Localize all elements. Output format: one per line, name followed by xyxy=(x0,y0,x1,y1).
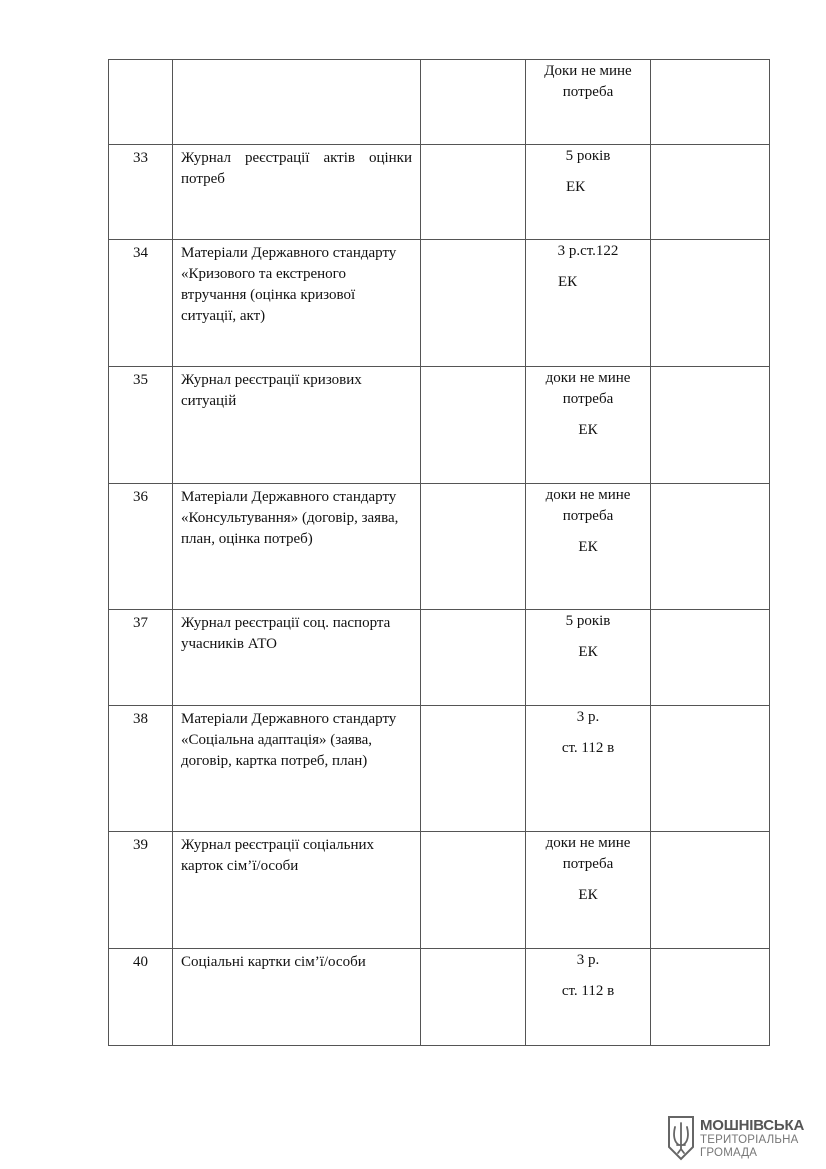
row-number: 37 xyxy=(109,610,173,706)
row-term xyxy=(526,832,651,949)
row-title: Журнал реєстрації кризових ситуацій xyxy=(173,367,421,484)
term-line: доки не мине xyxy=(545,487,631,503)
term-line: 3 р. xyxy=(576,709,600,725)
row-index xyxy=(421,367,526,484)
term-line: потреба xyxy=(562,508,614,524)
row-number: 39 xyxy=(109,832,173,949)
row-note xyxy=(651,484,770,610)
row-index xyxy=(421,832,526,949)
row-title: Матеріали Державного стандарту «Соціальна адаптація» (заява, договір, картка потреб, план) xyxy=(173,706,421,832)
row-note xyxy=(651,145,770,240)
table-row xyxy=(109,367,770,484)
nomenclature-table xyxy=(108,59,770,1046)
row-term xyxy=(526,240,651,367)
logo-title: МОШНІВСЬКА xyxy=(700,1117,805,1134)
row-index xyxy=(421,240,526,367)
row-note xyxy=(651,832,770,949)
term-mark: ЕК xyxy=(566,179,586,195)
row-index xyxy=(421,610,526,706)
row-title: Соціальні картки сім’ї/особи xyxy=(173,949,421,1046)
table-row xyxy=(109,832,770,949)
row-note xyxy=(651,60,770,145)
row-note xyxy=(651,949,770,1046)
row-number: 40 xyxy=(109,949,173,1046)
row-term xyxy=(526,706,651,832)
term-line: потреба xyxy=(562,856,614,872)
row-term xyxy=(526,484,651,610)
table-row xyxy=(109,706,770,832)
table-row xyxy=(109,949,770,1046)
row-term xyxy=(526,610,651,706)
term-mark: ЕК xyxy=(578,422,598,438)
row-title xyxy=(173,60,421,145)
term-line: потреба xyxy=(562,391,614,407)
row-title: Матеріали Державного стандарту «Кризового та екстреного втручання (оцінка кризової ситуації, акт) xyxy=(173,240,421,367)
term-mark: ЕК xyxy=(578,539,598,555)
term-line: 3 р.ст.122 xyxy=(557,243,619,259)
term-mark: ст. 112 в xyxy=(561,740,615,756)
logo-subtitle: ТЕРИТОРІАЛЬНА xyxy=(700,1134,799,1146)
term-line: доки не мине xyxy=(545,370,631,386)
table-row xyxy=(109,610,770,706)
table-row xyxy=(109,484,770,610)
row-number: 35 xyxy=(109,367,173,484)
row-index xyxy=(421,949,526,1046)
row-number: 36 xyxy=(109,484,173,610)
row-index xyxy=(421,484,526,610)
row-note xyxy=(651,367,770,484)
row-term xyxy=(526,60,651,145)
term-mark: ст. 112 в xyxy=(561,983,615,999)
term-line: 5 років xyxy=(565,613,611,629)
term-line: 3 р. xyxy=(576,952,600,968)
row-number: 38 xyxy=(109,706,173,832)
term-mark: ЕК xyxy=(578,644,598,660)
term-line: Доки не мине xyxy=(544,63,632,79)
row-note xyxy=(651,706,770,832)
row-note xyxy=(651,610,770,706)
term-mark: ЕК xyxy=(578,887,598,903)
row-title: Журнал реєстрації соц. паспорта учасників АТО xyxy=(173,610,421,706)
row-note xyxy=(651,240,770,367)
row-term xyxy=(526,145,651,240)
term-line: потреба xyxy=(562,84,614,100)
row-number xyxy=(109,60,173,145)
row-number: 33 xyxy=(109,145,173,240)
table-row xyxy=(109,60,770,145)
row-index xyxy=(421,60,526,145)
term-line: доки не мине xyxy=(545,835,631,851)
row-term xyxy=(526,949,651,1046)
row-title: Матеріали Державного стандарту «Консультування» (договір, заява, план, оцінка потреб) xyxy=(173,484,421,610)
row-title: Журнал реєстрації актів оцінки потреб xyxy=(173,145,421,240)
trident-icon xyxy=(666,1115,696,1161)
row-title: Журнал реєстрації соціальних карток сім’ї/особи xyxy=(173,832,421,949)
table-row xyxy=(109,145,770,240)
table-row xyxy=(109,240,770,367)
row-term xyxy=(526,367,651,484)
logo-subtitle-2: ГРОМАДА xyxy=(700,1147,758,1159)
term-line: 5 років xyxy=(565,148,611,164)
row-index xyxy=(421,706,526,832)
community-logo xyxy=(666,1115,816,1161)
row-index xyxy=(421,145,526,240)
term-mark: ЕК xyxy=(558,274,578,290)
row-number: 34 xyxy=(109,240,173,367)
